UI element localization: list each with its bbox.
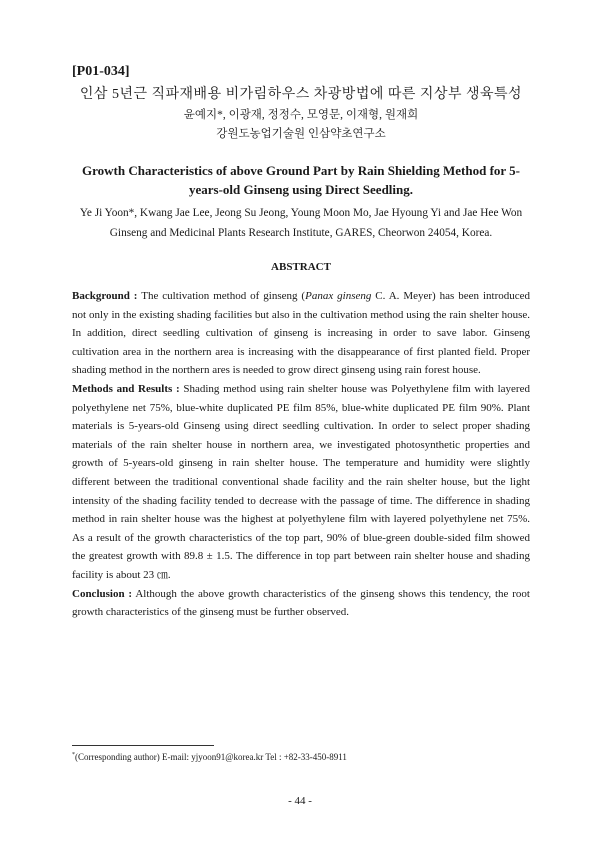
abstract-body xyxy=(72,287,530,622)
abstract-heading: ABSTRACT xyxy=(271,261,331,273)
background-paragraph xyxy=(72,287,530,380)
methods-text: Shading method using rain shelter house was Polyethylene film with layered polyethylene net 75%, blue-white duplicated PE film 85%, blue-white duplicated PE film 90%. Plant materials is 5-years-old Ginseng using direct seedling cultivation. In order to select proper shading materials of the rain shelter house in northern area, we investigated photosynthetic properties and growth of 5-years-old ginseng in rain shelter house. The temperature and humidity were slightly different between the traditional conventional shade facility and the rain shelter house, but the light intensity of the shading facility tended to decrease with the passage of time. The difference in shading method in rain shelter house was the highest at polyethylene film with layered polyethylene net 75%. As a result of the growth characteristics of the top part, 90% of blue-green double-sided film showed the greatest growth with 89.8 ± 1.5. The difference in top part between rain shelter house and shading facility is about 23 ㎝. xyxy=(72,382,530,581)
conclusion-label: Conclusion : xyxy=(72,587,133,600)
presentation-code: [P01-034] xyxy=(72,64,130,79)
footnote xyxy=(72,752,347,762)
title-korean: 인삼 5년근 직파재배용 비가림하우스 차광방법에 따른 지상부 생육특성 xyxy=(79,87,523,102)
methods-paragraph xyxy=(72,380,530,585)
background-text-pre: The cultivation method of ginseng ( xyxy=(137,290,306,302)
page-number: - 44 - xyxy=(288,795,312,807)
footnote-text: (Corresponding author) E-mail: yjyoon91@korea.kr Tel : +82-33-450-8911 xyxy=(75,752,347,762)
footnote-marker: * xyxy=(72,752,75,758)
institute-korean: 강원도농업기술원 인삼약초연구소 xyxy=(216,128,386,140)
conclusion-paragraph xyxy=(72,585,530,622)
authors-english: Ye Ji Yoon*, Kwang Jae Lee, Jeong Su Jeong, Young Moon Mo, Jae Hyoung Yi and Jae Hee Won xyxy=(79,207,523,219)
conclusion-text: Although the above growth characteristics of the ginseng shows this tendency, the root growth characteristics of the ginseng must be further observed. xyxy=(72,587,530,619)
methods-label: Methods and Results : xyxy=(72,382,180,395)
footnote-divider xyxy=(72,745,214,746)
title-english: Growth Characteristics of above Ground Part by Rain Shielding Method for 5-years-old Ginseng using Direct Seedling. xyxy=(81,163,521,197)
paper-page xyxy=(72,60,530,622)
institute-english: Ginseng and Medicinal Plants Research Institute, GARES, Cheorwon 24054, Korea. xyxy=(109,227,493,239)
species-name: Panax ginseng xyxy=(305,290,372,302)
authors-korean: 윤예지*, 이광재, 정정수, 모영문, 이재형, 원재희 xyxy=(183,109,419,121)
background-label: Background : xyxy=(72,290,138,302)
background-text-post: C. A. Meyer) has been introduced not only in the existing shading facilities but also in the cultivation method using the rain shelter house. In addition, direct seedling cultivation of ginseng is increasing in order to save labor. Ginseng cultivation area in the northern area is increasing with the disappearance of first planted field. Proper shading method in the northern ares is needed to grow direct ginseng using rain forest house. xyxy=(72,290,530,377)
